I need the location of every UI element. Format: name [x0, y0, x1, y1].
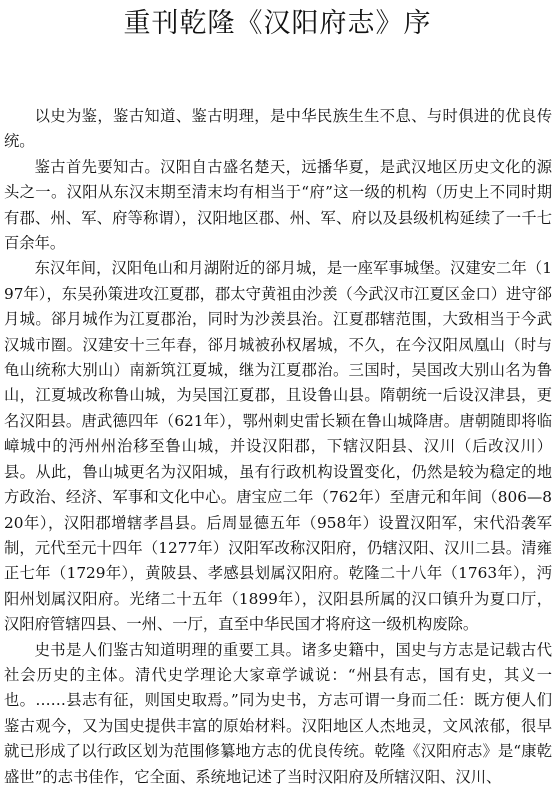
document-title: 重刊乾隆《汉阳府志》序: [123, 8, 432, 39]
paragraph-knowing-history: 鉴古首先要知古。汉阳自古盛名楚天，远播华夏，是武汉地区历史文化的源头之一。汉阳从东汉末期至清末均有相当于“府”这一级的机构（历史上不同时期有郡、州、军、府等称谓），汉阳地区郡、州、军、府以及县级机构延续了一千七百余年。: [4, 157, 552, 253]
paragraph-intro: 以史为鉴，鉴古知道、鉴古明理，是中华民族生生不息、与时俱进的优良传统。: [4, 107, 552, 151]
paragraph-administrative-history: 东汉年间，汉阳龟山和月湖附近的郤月城，是一座军事城堡。汉建安二年（197年），东吴孙策进攻江夏郡，郡太守黄祖由沙羡（今武汉市江夏区金口）进守郤月城。郤月城作为江夏郡治，同时为沙羡县治。江夏郡辖范围，大致相当于今武汉城市圈。汉建安十三年春，郤月城被孙权屠城，不久，在今汉阳凤凰山（时与龟山统称大别山）南新筑江夏城，继为江夏郡治。三国时，吴国改大别山名为鲁山，江夏城改称鲁山城，为吴国江夏郡，且设鲁山县。隋朝统一后设汉津县，更名汉阳县。唐武德四年（621年），鄂州刺史雷长颖在鲁山城降唐。唐朝随即将临嶂城中的沔州州治移至鲁山城，并设汉阳郡，下辖汉阳县、汉川（后改汉川）县。从此，鲁山城更名为汉阳城，虽有行政机构设置变化，仍然是较为稳定的地方政治、经济、军事和文化中心。唐宝应二年（762年）至唐元和年间（806—820年），汉阳郡增辖孝昌县。后周显德五年（958年）设置汉阳军，宋代沿袭军制，元代至元十四年（1277年）汉阳军改称汉阳府，仍辖汉阳、汉川二县。清雍正七年（1729年），黄陂县、孝感县划属汉阳府。乾隆二十八年（1763年），沔阳州划属汉阳府。光绪二十五年（1899年），汉阳县所属的汉口镇升为夏口厅，汉阳府管辖四县、一州、一厅，直至中华民国才将府这一级机构废除。: [4, 259, 552, 634]
document-body: [4, 104, 552, 790]
paragraph-historical-records: 史书是人们鉴古知道明理的重要工具。诸多史籍中，国史与方志是记载古代社会历史的主体。清代史学理论大家章学诚说：“州县有志，国有史，其义一也。……县志有征，则国史取焉。”同为史书，方志可谓一身而二任：既方便人们鉴古观今，又为国史提供丰富的原始材料。汉阳地区人杰地灵，文风浓郁，很早就已形成了以行政区划为范围修纂地方志的优良传统。乾隆《汉阳府志》是“康乾盛世”的志书佳作，它全面、系统地记述了当时汉阳府及所辖汉阳、汉川、: [4, 640, 552, 786]
